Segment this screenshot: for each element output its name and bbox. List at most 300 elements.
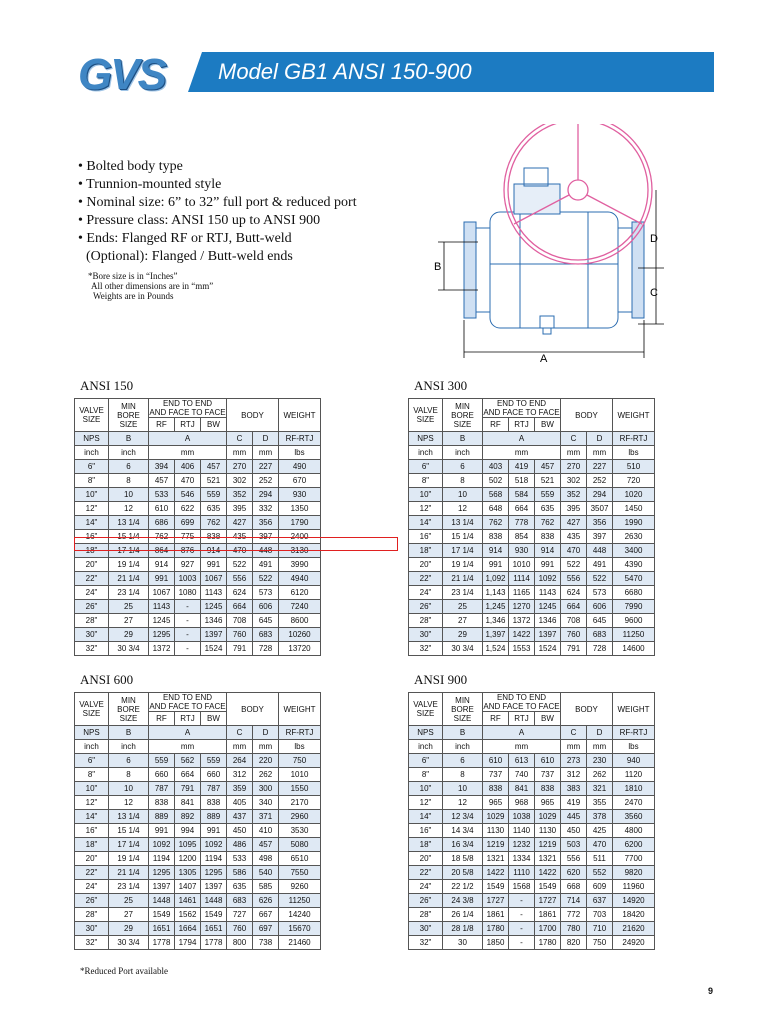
table-cell: 522 [561, 558, 587, 572]
header-rtj: RTJ [509, 418, 535, 432]
table-row [75, 824, 321, 838]
table-cell: 737 [535, 768, 561, 782]
table-cell: 664 [227, 600, 253, 614]
table-cell: 397 [253, 530, 279, 544]
table-cell: 1295 [149, 628, 175, 642]
table-cell: 227 [587, 460, 613, 474]
table-cell: - [509, 908, 535, 922]
table-cell: 838 [483, 782, 509, 796]
table-cell: 1,092 [483, 572, 509, 586]
header-weight: WEIGHT [279, 399, 321, 432]
table-cell: 1067 [201, 572, 227, 586]
table-title: ANSI 300 [414, 378, 468, 393]
table-cell: 1321 [483, 852, 509, 866]
table-cell: 18" [75, 838, 109, 852]
table-cell: 4940 [279, 572, 321, 586]
table-cell: 559 [149, 754, 175, 768]
table-cell: 991 [149, 572, 175, 586]
table-cell: 7990 [613, 600, 655, 614]
table-cell: 273 [561, 754, 587, 768]
table-cell: 394 [149, 460, 175, 474]
table-cell: 8" [75, 474, 109, 488]
table-cell: 613 [509, 754, 535, 768]
table-cell: 26" [409, 894, 443, 908]
table-row [75, 558, 321, 572]
table-cell: 491 [587, 558, 613, 572]
table-cell: 660 [201, 768, 227, 782]
table-cell: 27 [109, 908, 149, 922]
table-cell: 1780 [483, 922, 509, 936]
table-cell: 1029 [535, 810, 561, 824]
table-cell: 914 [535, 544, 561, 558]
table-cell: 10" [409, 488, 443, 502]
table-cell: 772 [561, 908, 587, 922]
table-cell: 230 [587, 754, 613, 768]
table-cell: 6" [75, 460, 109, 474]
table-cell: 610 [483, 754, 509, 768]
table-cell: 552 [587, 866, 613, 880]
dimension-table [74, 398, 321, 656]
table-cell: 16" [75, 824, 109, 838]
table-cell: 29 [109, 628, 149, 642]
table-cell: 28" [409, 908, 443, 922]
table-cell: 703 [587, 908, 613, 922]
table-cell: 11960 [613, 880, 655, 894]
table-cell: 1194 [201, 852, 227, 866]
table-cell: 838 [535, 782, 561, 796]
header-rf: RF [483, 712, 509, 726]
table-cell: 21 1/4 [443, 572, 483, 586]
table-cell: 22" [409, 572, 443, 586]
table-cell: 892 [175, 810, 201, 824]
header-rtj: RTJ [509, 712, 535, 726]
table-row [409, 628, 655, 642]
table-cell: 470 [587, 838, 613, 852]
table-cell: 264 [227, 754, 253, 768]
table-cell: 626 [253, 894, 279, 908]
table-cell: 22" [75, 866, 109, 880]
table-cell: 1321 [535, 852, 561, 866]
table-cell: 1861 [483, 908, 509, 922]
table-cell: 10" [409, 782, 443, 796]
table-cell: 556 [227, 572, 253, 586]
header-rtj: RTJ [175, 712, 201, 726]
table-cell: 270 [227, 460, 253, 474]
dimension-table [408, 692, 655, 950]
note-line: Weights are in Pounds [93, 291, 174, 301]
table-cell: 1219 [535, 838, 561, 852]
table-row [75, 796, 321, 810]
table-cell: 18" [409, 544, 443, 558]
page-title: Model GB1 ANSI 150-900 [218, 59, 472, 84]
table-cell: 425 [587, 824, 613, 838]
table-cell: 930 [279, 488, 321, 502]
table-cell: 1397 [201, 880, 227, 894]
table-cell: 6 [443, 460, 483, 474]
table-cell: 21 1/4 [109, 866, 149, 880]
table-cell: - [175, 614, 201, 628]
table-cell: 32" [75, 936, 109, 950]
table-cell: 450 [227, 824, 253, 838]
header-min-bore: MIN BORE SIZE [109, 693, 149, 726]
table-title: ANSI 900 [414, 672, 468, 687]
table-cell: 1092 [201, 838, 227, 852]
table-cell: 294 [253, 488, 279, 502]
table-cell: 24 3/8 [443, 894, 483, 908]
page-number: 9 [708, 986, 714, 996]
table-cell: 1350 [279, 502, 321, 516]
table-cell: 6" [409, 754, 443, 768]
table-cell: 22" [75, 572, 109, 586]
table-cell: 17 1/4 [109, 838, 149, 852]
table-cell: 697 [253, 922, 279, 936]
table-cell: 21 1/4 [109, 572, 149, 586]
header-end-to-end: END TO END AND FACE TO FACE [483, 399, 560, 417]
table-cell: 8" [409, 474, 443, 488]
table-cell: 762 [149, 530, 175, 544]
table-cell: 30" [75, 628, 109, 642]
table-cell: 762 [535, 516, 561, 530]
table-cell: 1397 [535, 628, 561, 642]
table-cell: 1219 [483, 838, 509, 852]
header-bw: BW [535, 712, 561, 726]
table-row [409, 894, 655, 908]
header-end-to-end: END TO END AND FACE TO FACE [149, 693, 226, 711]
table-cell: 302 [227, 474, 253, 488]
table-cell: 1020 [613, 488, 655, 502]
header-rf: RF [149, 712, 175, 726]
table-cell: 395 [561, 502, 587, 516]
table-cell: 24" [409, 880, 443, 894]
table-cell: 714 [561, 894, 587, 908]
table-cell: 16" [409, 530, 443, 544]
table-cell: 930 [509, 544, 535, 558]
table-cell: 470 [175, 474, 201, 488]
table-row [75, 922, 321, 936]
table-cell: 854 [509, 530, 535, 544]
table-cell: 927 [175, 558, 201, 572]
code-row: NPS B A C D RF-RTJ [409, 726, 655, 740]
header-bw: BW [201, 712, 227, 726]
table-cell: 1,143 [483, 586, 509, 600]
table-cell: 737 [483, 768, 509, 782]
table-cell: 457 [149, 474, 175, 488]
table-cell: 20" [75, 558, 109, 572]
table-cell: 1448 [149, 894, 175, 908]
table-cell: 23 1/4 [109, 586, 149, 600]
table-cell: 838 [149, 796, 175, 810]
table-row [75, 614, 321, 628]
table-row [75, 908, 321, 922]
table-cell: 1562 [175, 908, 201, 922]
table-cell: 405 [227, 796, 253, 810]
table-cell: 838 [483, 530, 509, 544]
table-cell: 1232 [509, 838, 535, 852]
table-cell: 26" [409, 600, 443, 614]
feature-item: • Ends: Flanged RF or RTJ, Butt-weld [78, 231, 292, 246]
feature-item: • Nominal size: 6” to 32” full port & reduced port [78, 195, 357, 210]
table-cell: 606 [587, 600, 613, 614]
table-cell: 356 [253, 516, 279, 530]
table-cell: 457 [201, 460, 227, 474]
table-row [409, 866, 655, 880]
table-cell: 28 1/8 [443, 922, 483, 936]
table-cell: 876 [175, 544, 201, 558]
table-cell: 683 [587, 628, 613, 642]
table-cell: 559 [535, 488, 561, 502]
table-cell: 437 [227, 810, 253, 824]
table-cell: 1334 [509, 852, 535, 866]
table-cell: 427 [561, 516, 587, 530]
table-cell: 270 [561, 460, 587, 474]
table-cell: 728 [587, 642, 613, 656]
table-cell: 573 [253, 586, 279, 600]
table-row [75, 642, 321, 656]
header-bw: BW [201, 418, 227, 432]
table-cell: 18" [75, 544, 109, 558]
table-cell: 403 [483, 460, 509, 474]
table-cell: 1861 [535, 908, 561, 922]
table-cell: 648 [483, 502, 509, 516]
table-cell: 6 [109, 754, 149, 768]
table-cell: 6 [109, 460, 149, 474]
header-min-bore: MIN BORE SIZE [443, 693, 483, 726]
table-cell: 889 [201, 810, 227, 824]
table-cell: 940 [613, 754, 655, 768]
table-cell: 29 [443, 628, 483, 642]
table-cell: - [509, 894, 535, 908]
table-cell: 1245 [149, 614, 175, 628]
table-cell: 791 [227, 642, 253, 656]
table-cell: 16" [75, 530, 109, 544]
table-cell: 470 [561, 544, 587, 558]
table-cell: 1092 [149, 838, 175, 852]
table-cell: 18 5/8 [443, 852, 483, 866]
table-cell: 8" [75, 768, 109, 782]
table-cell: 10260 [279, 628, 321, 642]
table-cell: 13720 [279, 642, 321, 656]
feature-item: • Trunnion-mounted style [78, 177, 222, 192]
table-cell: 3130 [279, 544, 321, 558]
table-cell: 23 1/4 [443, 586, 483, 600]
table-cell: 708 [227, 614, 253, 628]
table-cell: 760 [561, 628, 587, 642]
table-row [409, 600, 655, 614]
table-cell: 10" [75, 488, 109, 502]
table-cell: 21620 [613, 922, 655, 936]
table-row [75, 880, 321, 894]
table-row [409, 852, 655, 866]
table-row [409, 642, 655, 656]
table-cell: 668 [561, 880, 587, 894]
table-cell: 27 [109, 614, 149, 628]
table-cell: 727 [227, 908, 253, 922]
header-valve-size: VALVE SIZE [409, 399, 443, 432]
table-cell: 1549 [483, 880, 509, 894]
table-cell: 1305 [175, 866, 201, 880]
table-cell: 24" [75, 586, 109, 600]
table-cell: 1651 [201, 922, 227, 936]
table-cell: 1372 [509, 614, 535, 628]
table-cell: 19 1/4 [443, 558, 483, 572]
table-cell: 28" [75, 908, 109, 922]
header-min-bore: MIN BORE SIZE [109, 399, 149, 432]
table-cell: 406 [175, 460, 201, 474]
table-cell: 610 [535, 754, 561, 768]
table-cell: 457 [253, 838, 279, 852]
table-cell: 8 [443, 768, 483, 782]
table-cell: 419 [561, 796, 587, 810]
table-cell: 645 [587, 614, 613, 628]
table-cell: 533 [149, 488, 175, 502]
table-cell: 12 [443, 796, 483, 810]
table-cell: 24920 [613, 936, 655, 950]
table-row [409, 488, 655, 502]
feature-item: • Pressure class: ANSI 150 up to ANSI 900 [78, 213, 321, 228]
table-row [409, 824, 655, 838]
table-cell: 1422 [535, 866, 561, 880]
table-cell: 728 [253, 642, 279, 656]
table-row [75, 572, 321, 586]
table-cell: 1651 [149, 922, 175, 936]
table-cell: 397 [587, 530, 613, 544]
table-cell: 637 [587, 894, 613, 908]
header-body: BODY [227, 693, 279, 726]
table-cell: 10 [443, 488, 483, 502]
table-cell: 321 [587, 782, 613, 796]
table-cell: 3560 [613, 810, 655, 824]
table-cell: 15670 [279, 922, 321, 936]
table-cell: 841 [175, 796, 201, 810]
header-body: BODY [561, 693, 613, 726]
header-bw: BW [535, 418, 561, 432]
table-cell: 660 [149, 768, 175, 782]
table-cell: 1130 [483, 824, 509, 838]
page-header [78, 44, 714, 102]
table-cell: 838 [201, 530, 227, 544]
table-cell: 419 [509, 460, 535, 474]
table-cell: 1029 [483, 810, 509, 824]
note-line: All other dimensions are in “mm” [91, 281, 214, 291]
table-cell: 787 [149, 782, 175, 796]
table-cell: 14" [75, 810, 109, 824]
table-cell: 991 [201, 558, 227, 572]
table-cell: 9820 [613, 866, 655, 880]
table-cell: 1346 [201, 614, 227, 628]
table-cell: 10" [75, 782, 109, 796]
header-rf: RF [483, 418, 509, 432]
table-cell: 378 [587, 810, 613, 824]
table-cell: 312 [561, 768, 587, 782]
table-cell: 791 [175, 782, 201, 796]
table-cell: 17 1/4 [443, 544, 483, 558]
note-line: *Bore size is in “Inches” [88, 271, 178, 281]
table-cell: 965 [483, 796, 509, 810]
table-cell: 511 [587, 852, 613, 866]
table-cell: 522 [253, 572, 279, 586]
table-cell: 991 [201, 824, 227, 838]
table-cell: 914 [149, 558, 175, 572]
table-cell: 13 1/4 [109, 810, 149, 824]
table-cell: 1461 [175, 894, 201, 908]
table-cell: 498 [253, 852, 279, 866]
table-row [75, 838, 321, 852]
table-row [75, 474, 321, 488]
table-cell: 568 [483, 488, 509, 502]
table-cell: 491 [253, 558, 279, 572]
table-cell: 968 [509, 796, 535, 810]
table-cell: 25 [109, 894, 149, 908]
table-cell: 21460 [279, 936, 321, 950]
table-cell: 26" [75, 894, 109, 908]
table-cell: 556 [561, 852, 587, 866]
table-cell: 683 [227, 894, 253, 908]
dimension-label-d: D [650, 233, 658, 245]
table-cell: 12" [409, 796, 443, 810]
unit-row: inch inch mm mm mm lbs [75, 446, 321, 460]
table-cell: 6120 [279, 586, 321, 600]
valve-drawing [428, 124, 704, 372]
table-cell: 620 [561, 866, 587, 880]
table-row [409, 586, 655, 600]
table-cell: 11250 [613, 628, 655, 642]
table-cell: 787 [201, 782, 227, 796]
table-cell: 7240 [279, 600, 321, 614]
table-cell: 12 3/4 [443, 810, 483, 824]
table-cell: 991 [149, 824, 175, 838]
table-cell: 562 [175, 754, 201, 768]
table-cell: 19 1/4 [109, 558, 149, 572]
header-rtj: RTJ [175, 418, 201, 432]
table-cell: 2170 [279, 796, 321, 810]
table-cell: 10 [109, 782, 149, 796]
table-cell: 1140 [509, 824, 535, 838]
table-cell: 670 [279, 474, 321, 488]
table-cell: 503 [561, 838, 587, 852]
table-row [75, 460, 321, 474]
table-cell: 12" [75, 502, 109, 516]
table-cell: 12" [409, 502, 443, 516]
table-cell: - [175, 600, 201, 614]
table-row [409, 796, 655, 810]
table-cell: - [509, 922, 535, 936]
header-valve-size: VALVE SIZE [409, 693, 443, 726]
table-cell: 14" [75, 516, 109, 530]
table-cell: 8" [409, 768, 443, 782]
row-highlight [74, 537, 398, 551]
table-cell: 1165 [509, 586, 535, 600]
code-row: NPS B A C D RF-RTJ [75, 432, 321, 446]
table-cell: 1990 [613, 516, 655, 530]
table-cell: 1524 [201, 642, 227, 656]
table-row [409, 474, 655, 488]
table-cell: 27 [443, 614, 483, 628]
table-cell: 20 5/8 [443, 866, 483, 880]
table-row [409, 754, 655, 768]
table-cell: 1110 [509, 866, 535, 880]
table-cell: 9600 [613, 614, 655, 628]
table-cell: 18420 [613, 908, 655, 922]
table-cell: 3990 [279, 558, 321, 572]
table-cell: 30" [75, 922, 109, 936]
table-cell: 1372 [149, 642, 175, 656]
table-cell: 1850 [483, 936, 509, 950]
table-cell: 750 [587, 936, 613, 950]
table-cell: 1422 [509, 628, 535, 642]
table-cell: 3530 [279, 824, 321, 838]
table-cell: 448 [587, 544, 613, 558]
table-cell: 585 [253, 880, 279, 894]
